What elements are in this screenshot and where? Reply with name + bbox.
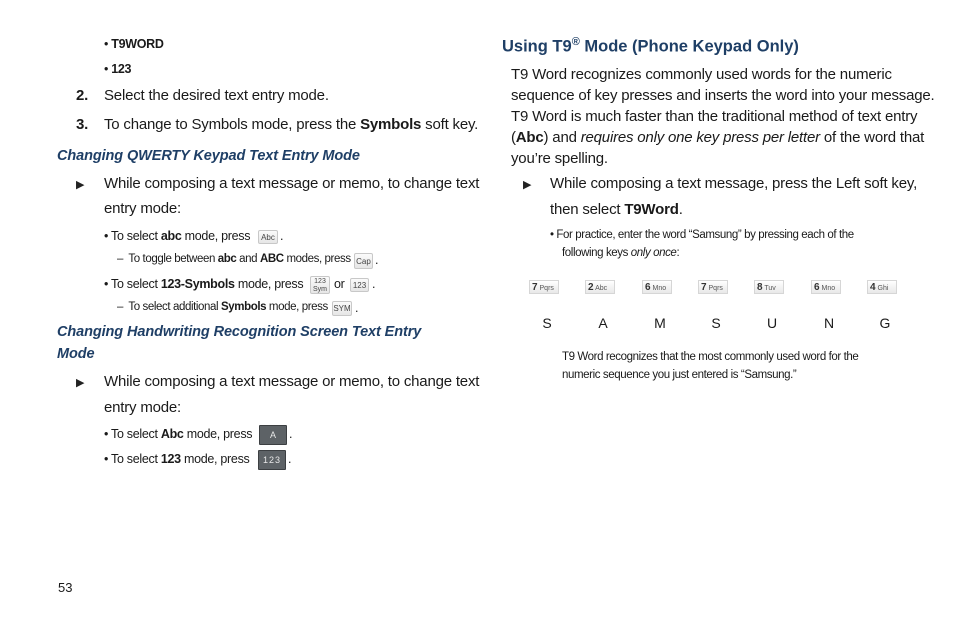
keypad-key-2 (585, 280, 615, 294)
t9-para-line2: sequence of key presses and inserts the word into your message. (511, 87, 935, 104)
arrow-icon: ▶ (76, 179, 85, 191)
123-key-icon: 123 (350, 278, 369, 292)
keypad-letter: N (823, 315, 835, 331)
key-digit: 7 (532, 282, 538, 293)
t9-note-line1: T9 Word recognizes that the most commonly used word for the (562, 351, 859, 363)
step-3-number: 3. (76, 116, 89, 133)
key-letters: Tuv (762, 285, 776, 292)
qwerty-bullet-abc: • To select abc mode, press (104, 229, 251, 243)
step-2-text: Select the desired text entry mode. (104, 87, 329, 104)
key-digit: 2 (588, 282, 594, 293)
period: . (288, 452, 292, 466)
t9-practice-line2: following keys only once: (562, 247, 680, 259)
handwriting-instruction-line1: While composing a text message or memo, to change text (104, 373, 480, 390)
handwriting-bullet-abc: • To select Abc mode, press (104, 427, 253, 441)
period: . (289, 427, 293, 441)
keypad-letter: U (766, 315, 778, 331)
handwriting-instruction-line2: entry mode: (104, 399, 182, 416)
keypad-key-4 (867, 280, 897, 294)
key-letters: Ghi (875, 285, 889, 292)
abc-key-icon: Abc (258, 230, 278, 244)
key-letters: Mno (650, 285, 667, 292)
handwriting-heading-line1: Changing Handwriting Recognition Screen Text Entry (57, 324, 422, 340)
qwerty-instruction-line2: entry mode: (104, 200, 182, 217)
key-letters: Pqrs (706, 285, 723, 292)
bullet-t9word: • T9WORD (104, 37, 164, 51)
key-letters: Pqrs (537, 285, 554, 292)
t9-instruction-line1: While composing a text message, press the Left soft key, (550, 175, 918, 192)
key-digit: 7 (701, 282, 707, 293)
t9-para-line1: T9 Word recognizes commonly used words for the numeric (511, 66, 892, 83)
key-digit: 8 (757, 282, 763, 293)
or-text: or (334, 277, 345, 291)
key-letters: Mno (819, 285, 836, 292)
123-dark-key-icon: 123 (258, 450, 286, 470)
123-sym-key-icon: 123 Sym (310, 276, 330, 294)
step-3-text: To change to Symbols mode, press the Symbols soft key. (104, 116, 479, 133)
keypad-letter: S (711, 315, 721, 331)
period: . (355, 301, 359, 315)
handwriting-heading-line2: Mode (57, 346, 95, 362)
sym-key-icon: SYM (332, 301, 352, 316)
keypad-letter: A (598, 315, 608, 331)
step-2-number: 2. (76, 87, 89, 104)
key-letters: Abc (593, 285, 608, 292)
arrow-icon: ▶ (76, 377, 85, 389)
keypad-letter: G (879, 315, 891, 331)
qwerty-bullet-123sym: • To select 123-Symbols mode, press (104, 277, 304, 291)
keypad-key-6 (811, 280, 841, 294)
t9-para-line5: you’re spelling. (511, 150, 608, 167)
t9-note-line2: numeric sequence you just entered is “Samsung.” (562, 369, 797, 381)
t9-para-line3: T9 Word is much faster than the traditional method of text entry (511, 108, 918, 125)
cap-key-icon: Cap (354, 253, 373, 269)
keypad-key-6 (642, 280, 672, 294)
period: . (280, 229, 284, 243)
bullet-123: • 123 (104, 62, 132, 76)
a-key-icon: A (259, 425, 287, 445)
qwerty-sub-symbols: – To select additional Symbols mode, press (117, 301, 328, 313)
keypad-key-8 (754, 280, 784, 294)
keypad-letter: S (542, 315, 552, 331)
keypad-key-7 (529, 280, 559, 294)
arrow-icon: ▶ (523, 179, 532, 191)
qwerty-heading: Changing QWERTY Keypad Text Entry Mode (57, 148, 360, 164)
key-digit: 6 (814, 282, 820, 293)
t9-para-line4: (Abc) and requires only one key press per letter of the word that (511, 129, 925, 146)
keypad-letter: M (654, 315, 666, 331)
qwerty-sub-toggle: – To toggle between abc and ABC modes, press (117, 253, 351, 265)
period: . (372, 277, 376, 291)
t9-section-title: Using T9® Mode (Phone Keypad Only) (502, 36, 799, 56)
handwriting-bullet-123: • To select 123 mode, press (104, 452, 250, 466)
key-digit: 4 (870, 282, 876, 293)
period: . (375, 253, 379, 267)
t9-practice-line1: • For practice, enter the word “Samsung” by pressing each of the (550, 229, 854, 241)
page-number: 53 (58, 580, 73, 595)
key-digit: 6 (645, 282, 651, 293)
keypad-key-7 (698, 280, 728, 294)
qwerty-instruction-line1: While composing a text message or memo, to change text (104, 175, 480, 192)
t9-instruction-line2: then select T9Word. (550, 201, 683, 218)
